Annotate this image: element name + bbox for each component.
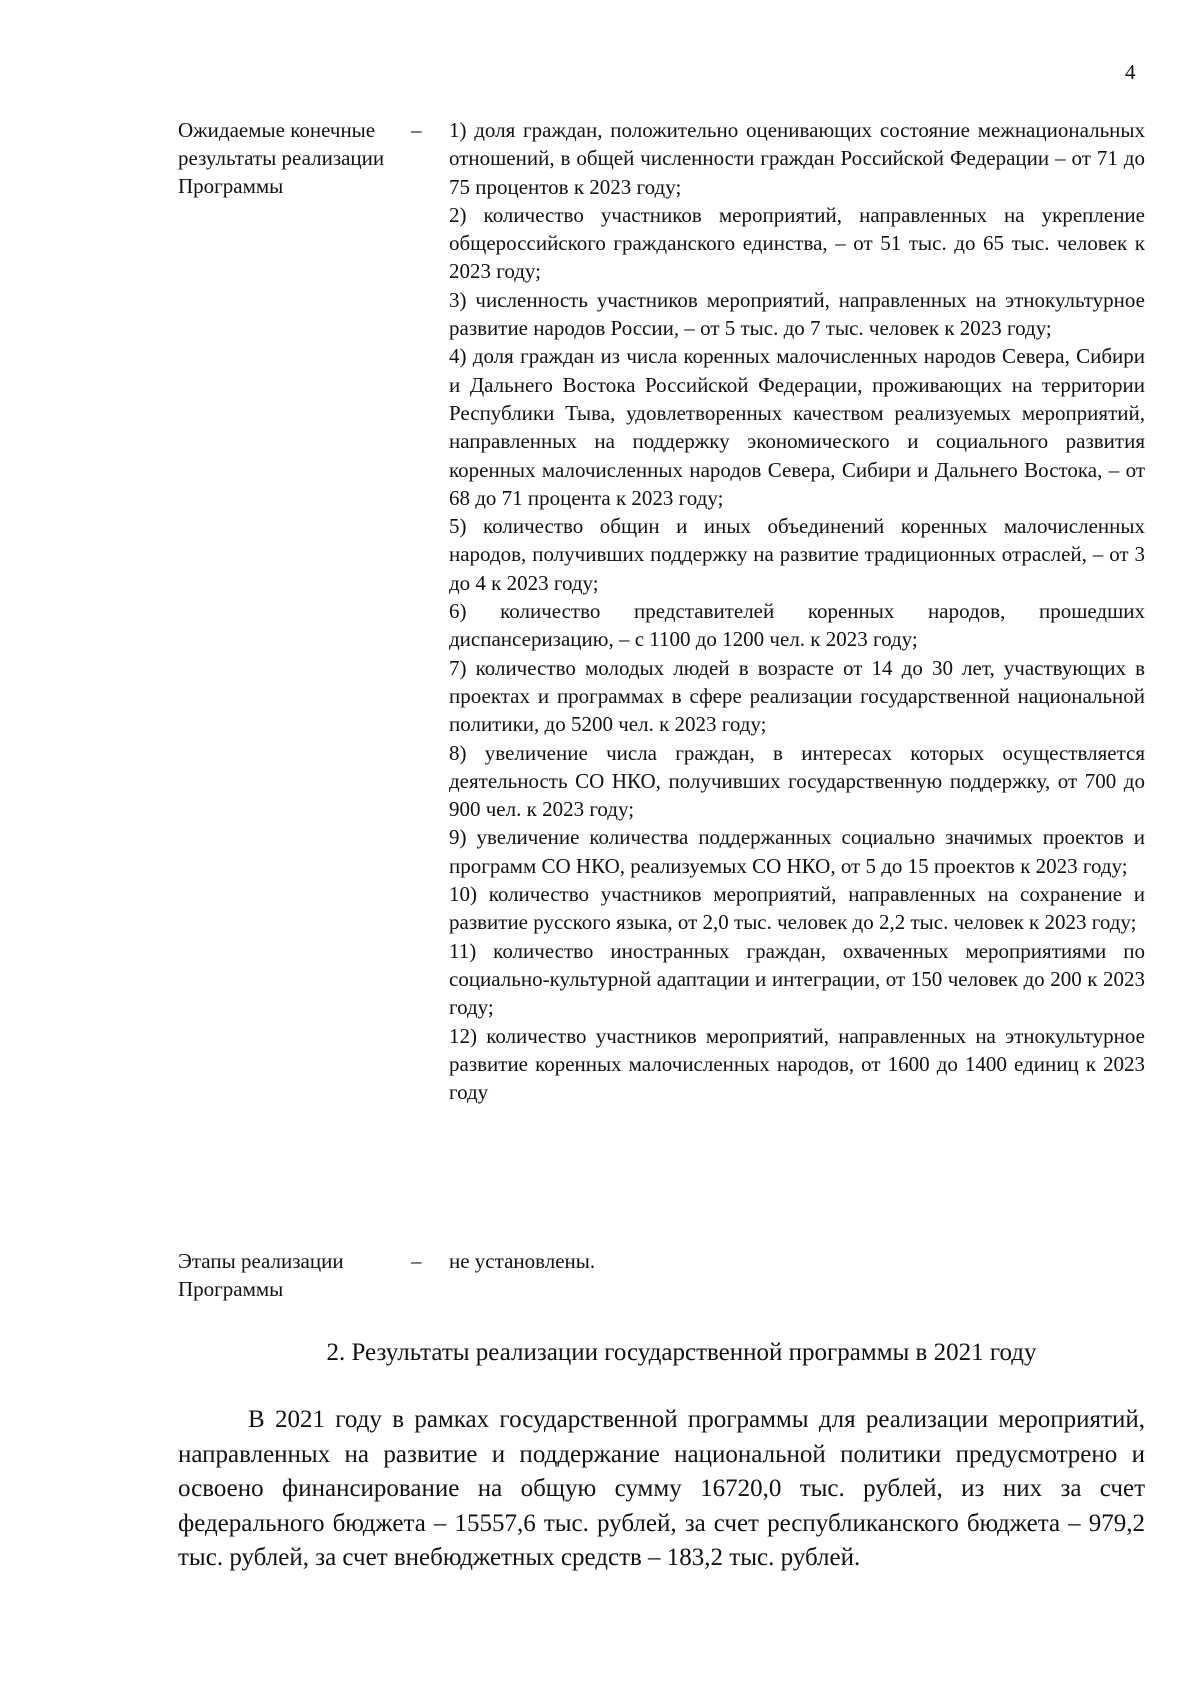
page-number: 4 bbox=[1125, 60, 1136, 84]
expected-results-label: Ожидаемые конечные результаты реализации Программы bbox=[178, 118, 385, 198]
stages-row bbox=[178, 1247, 1145, 1307]
result-item-8: 8) увеличение числа граждан, в интересах которых осуществляется деятельность СО НКО, получивших государственную поддержку, от 700 до 900 чел. к 2023 году; bbox=[449, 740, 1145, 822]
result-item-7: 7) количество молодых людей в возрасте от 14 до 30 лет, участвующих в проектах и программах в сфере реализации государственной национальной политики, до 5200 чел. к 2023 году; bbox=[449, 655, 1145, 737]
section-heading: 2. Результаты реализации государственной программы в 2021 году bbox=[326, 1339, 1037, 1366]
result-item-2: 2) количество участников мероприятий, направленных на укрепление общероссийского гражданского единства, – от 51 тыс. до 65 тыс. человек к 2023 году; bbox=[449, 202, 1145, 284]
stages-dash: – bbox=[411, 1249, 422, 1273]
result-item-6: 6) количество представителей коренных народов, прошедших диспансеризацию, – с 1100 до 1200 чел. к 2023 году; bbox=[449, 599, 1145, 652]
funding-paragraph: В 2021 году в рамках государственной программы для реализации мероприятий, направленных на развитие и поддержание национальной политики предусмотрено и освоено финансирование на общую сумму 16720,0 тыс. рублей, из них за счет федерального бюджета – 15557,6 тыс. рублей, за счет республиканского бюджета – 979,2 тыс. рублей, за счет внебюджетных средств – 183,2 тыс. рублей. bbox=[178, 1406, 1145, 1572]
result-item-5: 5) количество общин и иных объединений коренных малочисленных народов, получивших поддержку на развитие традиционных отраслей, – от 3 до 4 к 2023 году; bbox=[449, 514, 1145, 595]
expected-results-list bbox=[449, 116, 1145, 1106]
result-item-3: 3) численность участников мероприятий, направленных на этнокультурное развитие народов России, – от 5 тыс. до 7 тыс. человек к 2023 году; bbox=[449, 287, 1145, 341]
stages-value: не установлены. bbox=[449, 1249, 596, 1273]
stages-label: Этапы реализации Программы bbox=[178, 1249, 344, 1301]
expected-results-dash: – bbox=[411, 118, 422, 142]
result-item-11: 11) количество иностранных граждан, охваченных мероприятиями по социально-культурной адаптации и интеграции, от 150 человек до 200 к 2023 году; bbox=[449, 938, 1145, 1020]
result-item-9: 9) увеличение количества поддержанных социально значимых проектов и программ СО НКО, реализуемых СО НКО, от 5 до 15 проектов к 2023 году; bbox=[449, 825, 1145, 878]
expected-results-row bbox=[178, 116, 1145, 1206]
result-item-12: 12) количество участников мероприятий, направленных на этнокультурное развитие коренных малочисленных народов, от 1600 до 1400 единиц к 2023 году bbox=[449, 1023, 1145, 1105]
result-item-10: 10) количество участников мероприятий, направленных на сохранение и развитие русского языка, от 2,0 тыс. человек до 2,2 тыс. человек к 2023 году; bbox=[449, 882, 1145, 935]
result-item-1: 1) доля граждан, положительно оценивающих состояние межнациональных отношений, в общей численности граждан Российской Федерации – от 71 до 75 процентов к 2023 году; bbox=[449, 118, 1145, 199]
result-item-4: 4) доля граждан из числа коренных малочисленных народов Севера, Сибири и Дальнего Востока Российской Федерации, проживающих на территории Республики Тыва, удовлетворенных качеством реализуемых мероприятий, направленных на поддержку экономического и социального развития коренных малочисленных народов Севера, Сибири и Дальнего Востока, – от 68 до 71 процента к 2023 году; bbox=[449, 344, 1145, 510]
